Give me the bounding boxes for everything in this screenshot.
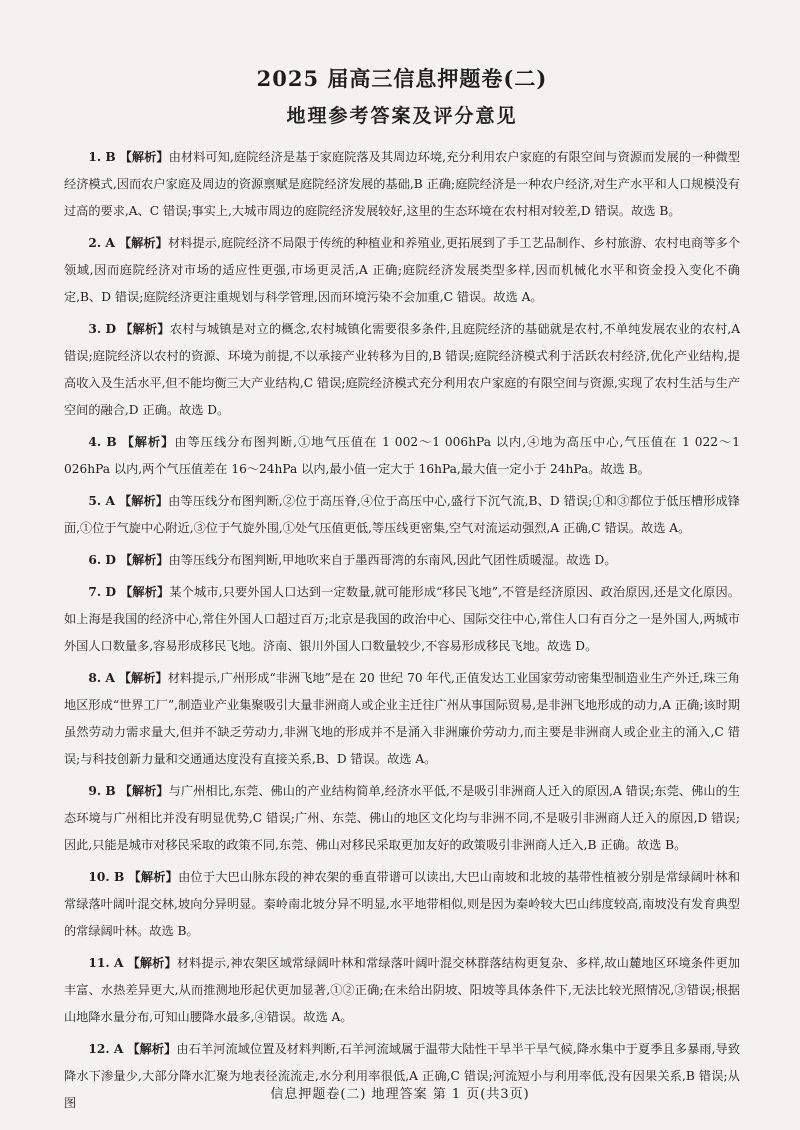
answer-number: 2. A [88, 236, 115, 250]
answer-number: 4. B [88, 435, 117, 449]
answer-text: 由材料可知,庭院经济是基于家庭院落及其周边环境,充分利用农户家庭的有限空间与资源而发展的一种微型经济模式,因而农户家庭及周边的资源禀赋是庭院经济发展的基础,B 正确;庭院经济是一种农户经济,对生产水平和人口规模没有过高的要求,A、C 错误;事实上,大城市周边的庭院经济发展较好,这里的生态环境在农村相对较差,D 错误。故选 B。 [64, 150, 741, 218]
answer-item [64, 316, 740, 424]
answer-text: 由石羊河流域位置及材料判断,石羊河流域属于温带大陆性干旱半干旱气候,降水集中于夏季且多暴雨,导致降水下渗量少,大部分降水汇聚为地表径流流走,水分利用率很低,A 正确,C 错误;河流短小与利用率低,没有因果关系,B 错误;从图 [64, 1042, 741, 1110]
answer-text: 与广州相比,东莞、佛山的产业结构简单,经济水平低,不是吸引非洲商人迁入的原因,A 错误;东莞、佛山的生态环境与广州相比并没有明显优势,C 错误;广州、东莞、佛山的地区文化均与非洲不同,不是吸引非洲商人迁入的原因,D 错误;因此,只能是城市对移民采取的政策不同,东莞、佛山对移民采取更加友好的政策吸引非洲商人迁入,B 正确。故选 B。 [64, 784, 741, 852]
answer-item [64, 864, 740, 945]
answer-item [64, 547, 740, 574]
analysis-tag: 【解析】 [119, 553, 169, 567]
answer-item [64, 950, 740, 1031]
answer-text: 某个城市,只要外国人口达到一定数量,就可能形成“移民飞地”,不管是经济原因、政治原因,还是文化原因。如上海是我国的经济中心,常住外国人口超过百万;北京是我国的政治中心、国际交往中心,常住人口有百分之一是外国人,两城市外国人口数量多,容易形成移民飞地。济南、银川外国人口数量较少,不容易形成移民飞地。故选 D。 [64, 585, 740, 653]
analysis-tag: 【解析】 [121, 435, 175, 449]
answer-number: 6. D [88, 553, 116, 567]
answer-item [64, 488, 740, 542]
answer-number: 5. A [88, 494, 115, 508]
answer-text: 材料提示,广州形成“非洲飞地”是在 20 世纪 70 年代,正值发达工业国家劳动密集型制造业生产外迁,珠三角地区形成“世界工厂”,制造业产业集聚吸引大量非洲商人或企业主迁往广州从事国际贸易,是非洲飞地形成的动力,A 正确;该时期虽然劳动力需求量大,但并不缺乏劳动力,非洲飞地的形成并不是涌入非洲廉价劳动力,而主要是非洲商人或企业主的涌入,C 错误;与科技创新力量和交通通达度没有直接关系,B、D 错误。故选 A。 [64, 671, 740, 766]
page-footer: 信息押题卷(二) 地理答案 第 1 页(共3页) [270, 1087, 530, 1102]
answer-number: 8. A [88, 671, 115, 685]
answer-list [64, 144, 740, 1117]
answer-text: 材料提示,庭院经济不局限于传统的种植业和养殖业,更拓展到了手工艺品制作、乡村旅游、农村电商等多个领域,因而庭院经济对市场的适应性更强,市场更灵活,A 正确;庭院经济发展类型多样,因而机械化水平和资金投入变化不确定,B、D 错误;庭院经济更注重规划与科学管理,因而环境污染不会加重,C 错误。故选 A。 [64, 236, 741, 304]
analysis-tag: 【解析】 [118, 671, 168, 685]
answer-number: 11. A [88, 956, 124, 970]
answer-item [64, 429, 740, 483]
answer-item [64, 778, 740, 859]
analysis-tag: 【解析】 [120, 585, 170, 599]
answer-number: 3. D [88, 322, 117, 336]
answer-item [64, 144, 740, 225]
analysis-tag: 【解析】 [118, 236, 168, 250]
analysis-tag: 【解析】 [127, 1042, 177, 1056]
answer-number: 10. B [88, 870, 125, 884]
analysis-tag: 【解析】 [118, 494, 169, 508]
analysis-tag: 【解析】 [127, 956, 177, 970]
answer-text: 由等压线分布图判断,①地气压值在 1 002～1 006hPa 以内,④地为高压中心,气压值在 1 022～1 026hPa 以内,两个气压值差在 16～24hPa 以内,最小值一定大于 16hPa,最大值一定小于 24hPa。故选 B。 [64, 435, 740, 476]
answer-item [64, 1036, 740, 1117]
analysis-tag: 【解析】 [128, 870, 179, 884]
analysis-tag: 【解析】 [119, 784, 169, 798]
answer-number: 1. B [88, 150, 116, 164]
answer-text: 由位于大巴山脉东段的神农架的垂直带谱可以读出,大巴山南坡和北坡的基带性植被分别是常绿阔叶林和常绿落叶阔叶混交林,坡向分异明显。秦岭南北坡分异不明显,水平地带相似,则是因为秦岭较大巴山纬度较高,南坡没有发育典型的常绿阔叶林。故选 B。 [64, 870, 741, 938]
answer-text: 由等压线分布图判断,甲地吹来自于墨西哥湾的东南风,因此气团性质暖湿。故选 D。 [168, 553, 617, 567]
analysis-tag: 【解析】 [120, 322, 170, 336]
answer-text: 材料提示,神农架区域常绿阔叶林和常绿落叶阔叶混交林群落结构更复杂、多样,故山麓地区环境条件更加丰富、水热差异更大,从而推测地形起伏更加显著,①②正确;在未给出阴坡、阳坡等具体条件下,无法比较光照情况,③错误;根据山地降水量分布,可知山腰降水最多,④错误。故选 A。 [64, 956, 741, 1024]
document-subtitle: 地理参考答案及评分意见 [286, 105, 518, 127]
answer-number: 9. B [88, 784, 116, 798]
answer-text: 由等压线分布图判断,②位于高压脊,④位于高压中心,盛行下沉气流,B、D 错误;①和③都位于低压槽形成锋面,①位于气旋中心附近,③位于气旋外围,①处气压值更低,等压线更密集,空气对流运动强烈,A 正确,C 错误。故选 A。 [64, 494, 740, 535]
document-title: 2025 届高三信息押题卷(二) [256, 66, 548, 91]
answer-text: 农村与城镇是对立的概念,农村城镇化需要很多条件,且庭院经济的基础就是农村,不单纯发展农业的农村,A 错误;庭院经济以农村的资源、环境为前提,不以承接产业转移为目的,B 错误;庭院经济模式利于活跃农村经济,优化产业结构,提高收入及生活水平,但不能均衡三大产业结构,C 错误;庭院经济模式充分利用农户家庭的有限空间与资源,实现了农村生活与生产空间的融合,D 正确。故选 D。 [64, 322, 741, 417]
answer-item [64, 665, 740, 773]
answer-number: 7. D [88, 585, 117, 599]
answer-item [64, 230, 740, 311]
analysis-tag: 【解析】 [119, 150, 169, 164]
answer-number: 12. A [88, 1042, 124, 1056]
answer-item [64, 579, 740, 660]
